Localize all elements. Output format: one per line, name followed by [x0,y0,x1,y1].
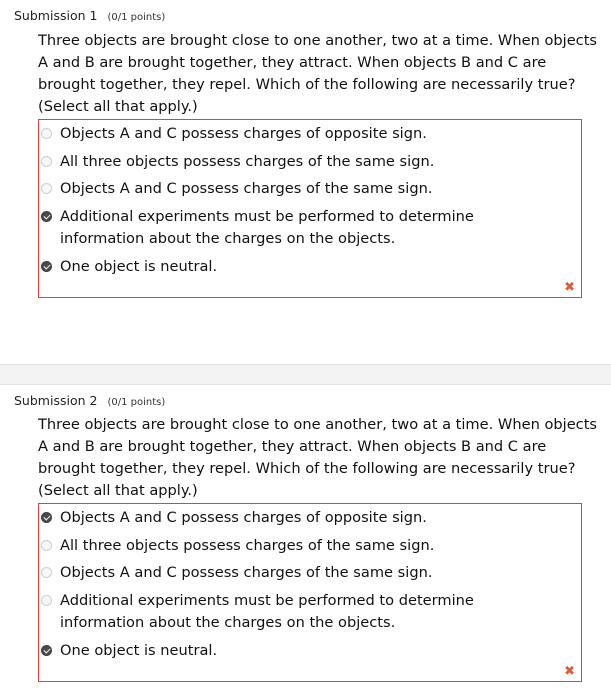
answer-group [38,119,582,298]
option-label: Additional experiments must be performed to determine information about the charges on the objects. [60,208,474,247]
submission-separator [0,364,611,385]
incorrect-icon: ✖ [564,664,575,679]
option-label: All three objects possess charges of the same sign. [60,153,435,170]
option-a[interactable] [41,123,427,145]
option-a[interactable] [41,507,427,529]
submission-2 [0,385,611,700]
checkbox[interactable] [41,540,52,551]
answer-group [38,503,582,682]
option-label: One object is neutral. [60,642,218,659]
checkbox[interactable] [41,595,52,606]
checkbox[interactable] [41,128,52,139]
checkbox[interactable] [41,156,52,167]
option-b[interactable] [41,535,434,557]
submission-points: (0/1 points) [107,12,166,23]
checkbox[interactable] [41,645,52,656]
checkbox[interactable] [41,512,52,523]
option-label: Additional experiments must be performed to determine information about the charges on the objects. [60,592,474,631]
option-e[interactable] [41,640,217,662]
checkbox[interactable] [41,261,52,272]
option-label: Objects A and C possess charges of the same sign. [60,564,433,581]
option-c[interactable] [41,562,432,584]
option-d[interactable] [41,590,561,634]
option-d[interactable] [41,206,561,250]
submission-header [14,8,165,23]
option-label: Objects A and C possess charges of opposite sign. [60,125,427,142]
checkbox[interactable] [41,183,52,194]
question-text: Three objects are brought close to one another, two at a time. When objects A and B are brought together, they attract. When objects B and C are brought together, they repel. Which of the following are necessarily true? (Select all that apply.) [38,416,598,499]
option-label: One object is neutral. [60,258,218,275]
checkbox[interactable] [41,567,52,578]
option-b[interactable] [41,151,434,173]
option-label: Objects A and C possess charges of the same sign. [60,180,433,197]
option-label: All three objects possess charges of the same sign. [60,537,435,554]
checkbox[interactable] [41,211,52,222]
submission-title: Submission 2 [14,393,98,408]
option-e[interactable] [41,256,217,278]
option-c[interactable] [41,178,432,200]
submission-points: (0/1 points) [107,397,166,408]
submission-title: Submission 1 [14,8,98,23]
submission-header [14,393,165,408]
option-label: Objects A and C possess charges of opposite sign. [60,509,427,526]
incorrect-icon: ✖ [564,280,575,295]
question-text: Three objects are brought close to one another, two at a time. When objects A and B are brought together, they attract. When objects B and C are brought together, they repel. Which of the following are necessarily true? (Select all that apply.) [38,32,598,115]
